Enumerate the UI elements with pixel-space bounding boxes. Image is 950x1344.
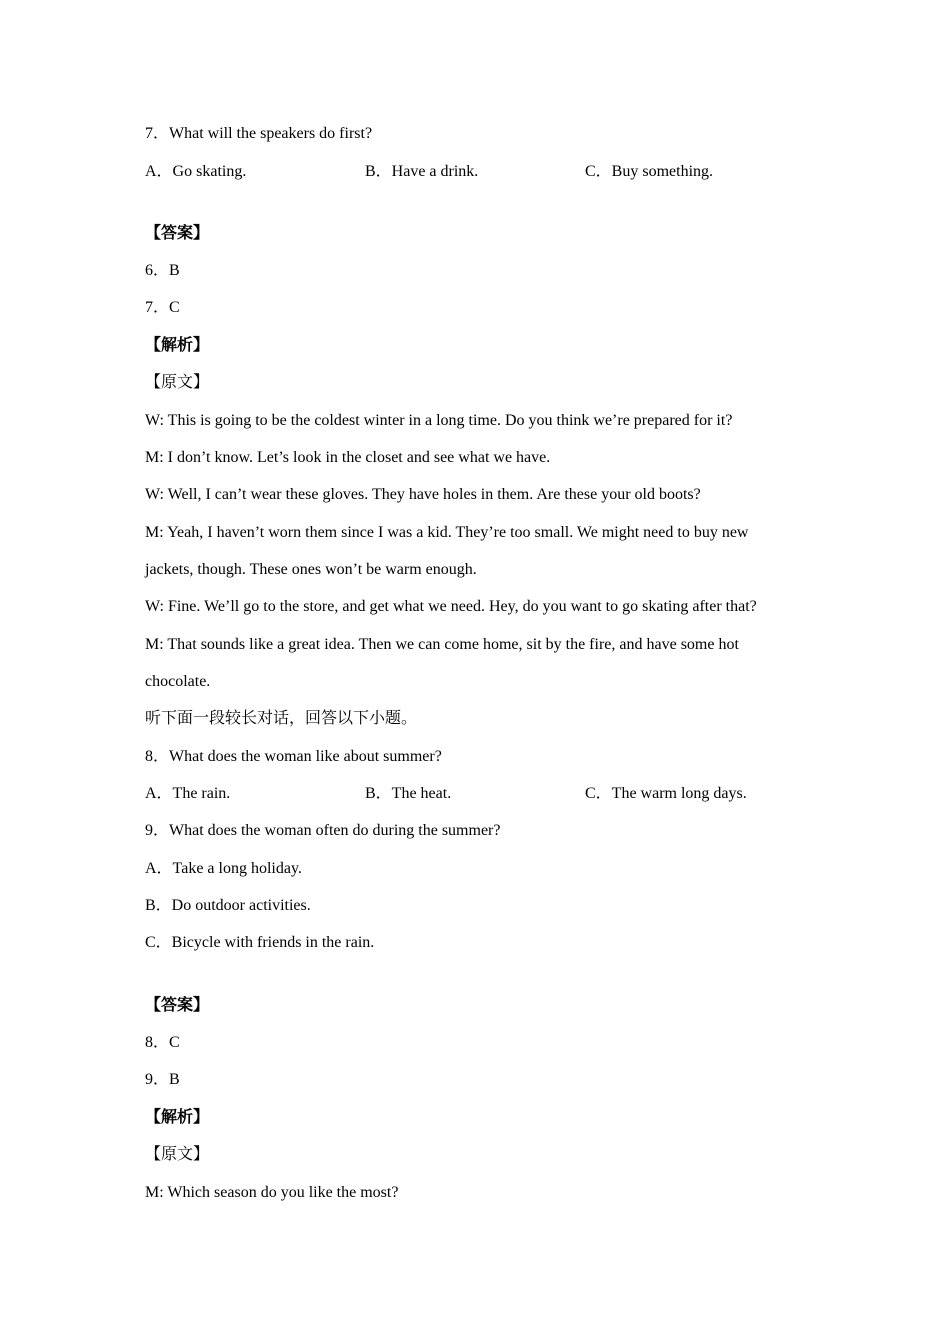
transcript-line: W: This is going to be the coldest winter in a long time. Do you think we’re prepared for it? — [145, 412, 733, 429]
question-8: 8．What does the woman like about summer? — [145, 748, 442, 765]
original-text-heading: 【原文】 — [145, 374, 210, 391]
q9-option-b: B．Do outdoor activities. — [145, 897, 311, 914]
answer-9: 9．B — [145, 1071, 180, 1088]
listening-instruction: 听下面一段较长对话，回答以下小题。 — [145, 710, 418, 727]
transcript-line: W: Fine. We’ll go to the store, and get what we need. Hey, do you want to go skating after that? — [145, 598, 757, 615]
q8-option-b: B．The heat. — [365, 785, 452, 802]
q9-option-c: C．Bicycle with friends in the rain. — [145, 934, 375, 951]
q7-option-a: A．Go skating. — [145, 163, 247, 180]
q8-option-a: A．The rain. — [145, 785, 231, 802]
question-7: 7．What will the speakers do first? — [145, 125, 373, 142]
original-text-heading: 【原文】 — [145, 1146, 210, 1163]
answer-heading: 【答案】 — [145, 997, 210, 1014]
analysis-heading: 【解析】 — [145, 337, 210, 354]
transcript-line: W: Well, I can’t wear these gloves. They have holes in them. Are these your old boots? — [145, 486, 701, 503]
transcript-line: jackets, though. These ones won’t be warm enough. — [145, 561, 477, 578]
transcript-line: M: That sounds like a great idea. Then we can come home, sit by the fire, and have some hot — [145, 636, 739, 653]
transcript-line: M: Yeah, I haven’t worn them since I was a kid. They’re too small. We might need to buy new — [145, 524, 749, 541]
q8-option-c: C．The warm long days. — [585, 785, 747, 802]
q7-option-b: B．Have a drink. — [365, 163, 479, 180]
analysis-heading: 【解析】 — [145, 1109, 210, 1126]
transcript-line: M: Which season do you like the most? — [145, 1184, 399, 1201]
q9-option-a: A．Take a long holiday. — [145, 860, 302, 877]
q7-option-c: C．Buy something. — [585, 163, 714, 180]
answer-8: 8．C — [145, 1034, 180, 1051]
answer-7: 7．C — [145, 299, 180, 316]
answer-6: 6．B — [145, 262, 180, 279]
transcript-line: chocolate. — [145, 673, 211, 690]
question-9: 9．What does the woman often do during the summer? — [145, 822, 501, 839]
transcript-line: M: I don’t know. Let’s look in the closet and see what we have. — [145, 449, 551, 466]
answer-heading: 【答案】 — [145, 225, 210, 242]
